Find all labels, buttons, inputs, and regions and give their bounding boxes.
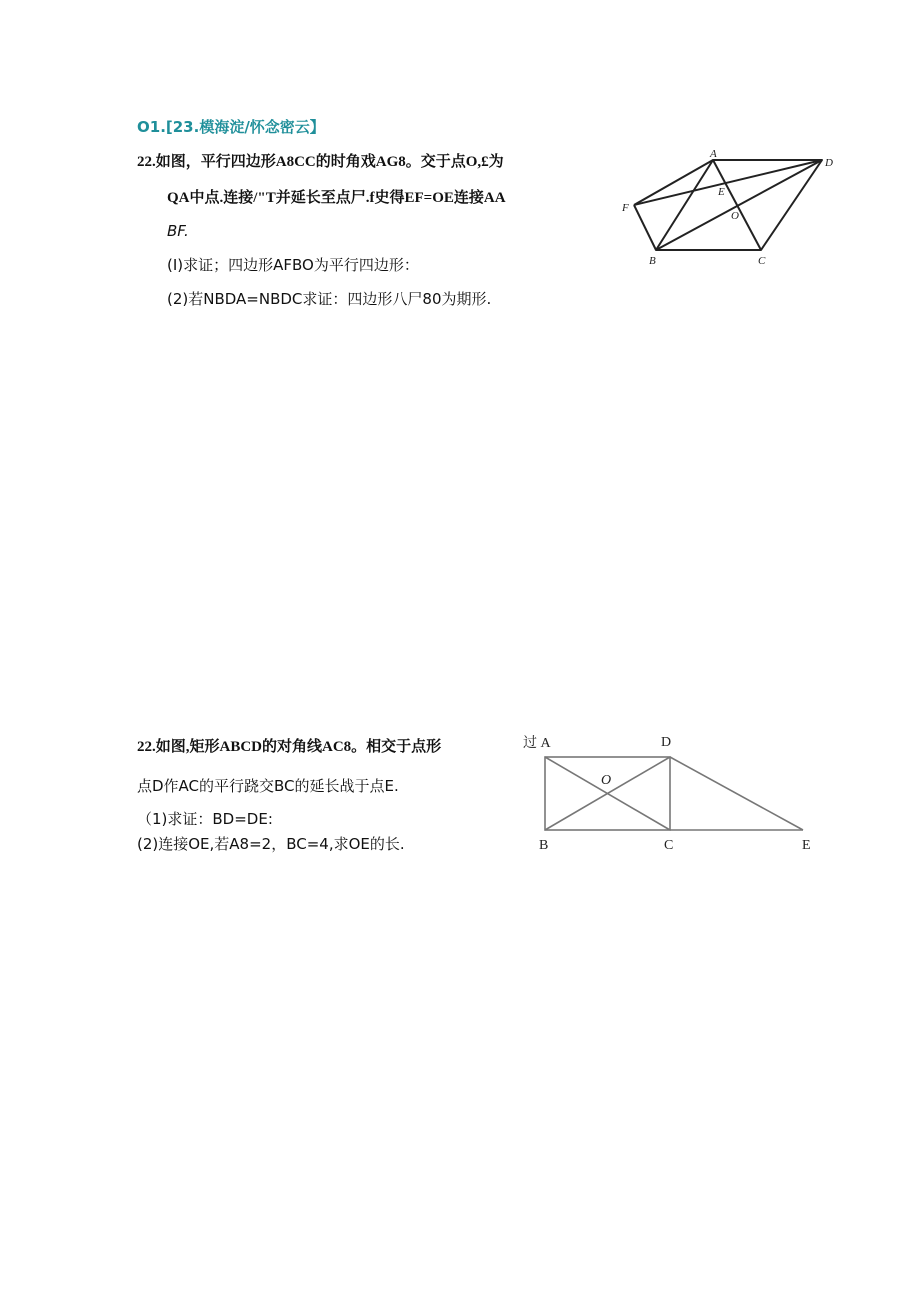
- label-o: O: [601, 773, 612, 788]
- section-header: O1.[23.模海淀/怀念密云】: [137, 118, 325, 136]
- problem2-part2: (2)连接OE,若A8=2，BC=4,求OE的长.: [137, 835, 405, 853]
- problem1-line3: BF.: [167, 222, 189, 240]
- parallelogram-figure: [615, 145, 845, 275]
- problem2-line1: 22.如图,矩形ABCD的对角线AC8。相交于点形: [137, 739, 442, 755]
- problem1-line1: 22.如图，平行四边形A8CC的时角戏AG8。交于点O,£为: [137, 154, 504, 170]
- problem1-part1: (I)求证；四边形AFBO为平行四边形：: [167, 256, 419, 274]
- segment-fd: [634, 160, 822, 205]
- segment-af: [634, 160, 713, 205]
- label-f: F: [622, 202, 629, 214]
- problem1-part2: (2)若NBDA=NBDC求证：四边形八尸80为期形.: [167, 290, 492, 308]
- label-a: A: [710, 148, 717, 160]
- segment-bf: [634, 205, 656, 250]
- label-e: E: [718, 186, 725, 198]
- problem2-line2: 点D作AC的平行跷交BC的延长战于点E.: [137, 777, 399, 795]
- diagonal-bd: [656, 160, 822, 250]
- label-d: D: [661, 735, 672, 750]
- label-o: O: [731, 210, 739, 222]
- label-d: D: [825, 157, 833, 169]
- label-b: B: [539, 838, 549, 853]
- label-c: C: [664, 838, 674, 853]
- problem1-line2: QA中点.连接/"T并延长至点尸.f史得EF=OE连接AA: [167, 190, 506, 206]
- problem2-part1: （1)求证：BD=DE:: [137, 810, 273, 828]
- rectangle-figure: [515, 728, 820, 858]
- label-guo-a: 过 A: [523, 736, 551, 751]
- segment-de: [670, 757, 803, 830]
- label-e: E: [802, 838, 811, 853]
- label-b: B: [649, 255, 656, 267]
- label-c: C: [758, 255, 766, 267]
